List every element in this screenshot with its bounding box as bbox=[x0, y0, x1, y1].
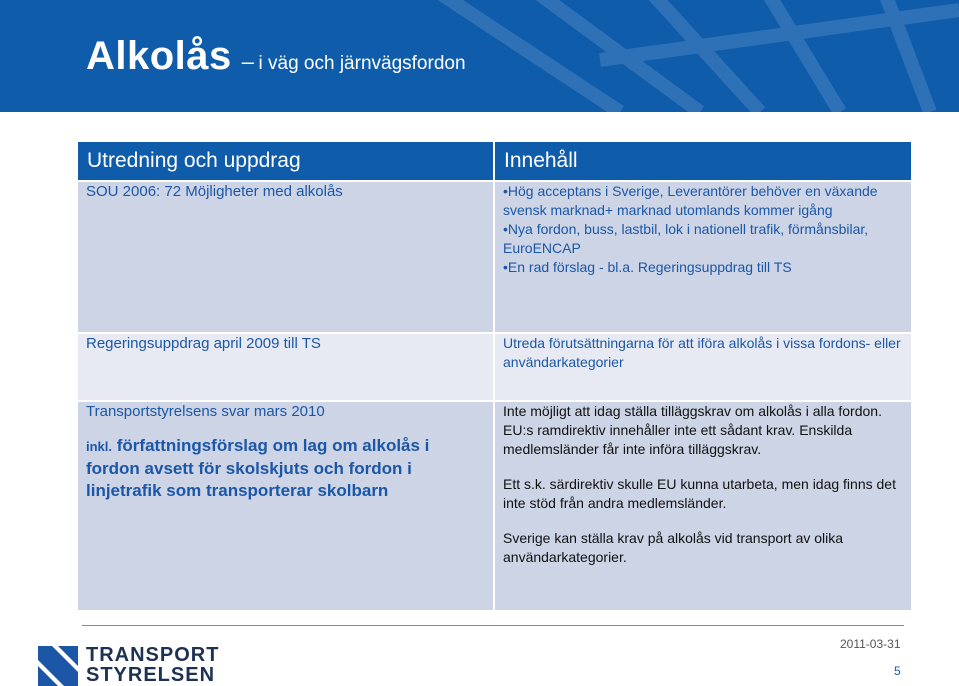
cell-paragraph: Sverige kan ställa krav på alkolås vid transport av olika användarkategorier. bbox=[503, 530, 844, 565]
content-table bbox=[76, 140, 913, 612]
title-subtitle: i väg och järnvägsfordon bbox=[258, 53, 466, 74]
page-number: 5 bbox=[894, 664, 901, 678]
table-row bbox=[77, 401, 912, 611]
column-header-left: Utredning och uppdrag bbox=[77, 141, 494, 181]
cell-text: SOU 2006: 72 Möjligheter med alkolås bbox=[86, 183, 343, 200]
logo-line-2: STYRELSEN bbox=[86, 664, 216, 686]
footer-divider bbox=[82, 625, 904, 626]
bullet-item: •Hög acceptans i Sverige, Leverantörer behöver en växande svensk marknad+ marknad utomlands kommer igång bbox=[503, 183, 878, 218]
cell-paragraph: Inte möjligt att idag ställa tilläggskrav om alkolås i alla fordon. EU:s ramdirektiv innehåller inte ett sådant krav. Enskilda medlemsländer får inte införa tilläggskrav. bbox=[503, 403, 882, 457]
cell-text: Utreda förutsättningarna för att iföra alkolås i vissa fordons- eller användarkategorier bbox=[503, 335, 901, 370]
title-main: Alkolås bbox=[86, 34, 232, 78]
cell-paragraph: Ett s.k. särdirektiv skulle EU kunna utarbeta, men idag finns det inte stöd från andra medlemsländer. bbox=[503, 476, 896, 511]
bullet-item: •Nya fordon, buss, lastbil, lok i nationell trafik, förmånsbilar, EuroENCAP bbox=[503, 221, 869, 256]
cell-body bbox=[86, 435, 485, 502]
table-row bbox=[77, 333, 912, 401]
inkl-label: inkl. bbox=[86, 439, 113, 454]
cell-body-text: författningsförslag om lag om alkolås i fordon avsett för skolskjuts och fordon i linjetrafik som transporterar skolbarn bbox=[86, 436, 430, 500]
logo-line-1: TRANSPORT bbox=[86, 644, 220, 666]
bullet-item: •En rad förslag - bl.a. Regeringsuppdrag till TS bbox=[503, 259, 792, 275]
page-title bbox=[86, 34, 466, 79]
table-cell bbox=[77, 401, 494, 611]
column-header-right: Innehåll bbox=[494, 141, 912, 181]
footer-date: 2011-03-31 bbox=[840, 637, 901, 651]
header-banner bbox=[0, 0, 959, 112]
table-cell bbox=[494, 333, 912, 401]
transportstyrelsen-logo-icon bbox=[38, 646, 78, 686]
table-row bbox=[77, 181, 912, 333]
table-cell bbox=[494, 181, 912, 333]
table-cell bbox=[77, 333, 494, 401]
cell-title: Transportstyrelsens svar mars 2010 bbox=[86, 403, 325, 420]
logo-wordmark bbox=[86, 645, 219, 685]
cell-text: Regeringsuppdrag april 2009 till TS bbox=[86, 335, 321, 352]
table-cell bbox=[494, 401, 912, 611]
table-cell bbox=[77, 181, 494, 333]
title-dash: – bbox=[241, 49, 255, 74]
table-header-row bbox=[77, 141, 912, 181]
